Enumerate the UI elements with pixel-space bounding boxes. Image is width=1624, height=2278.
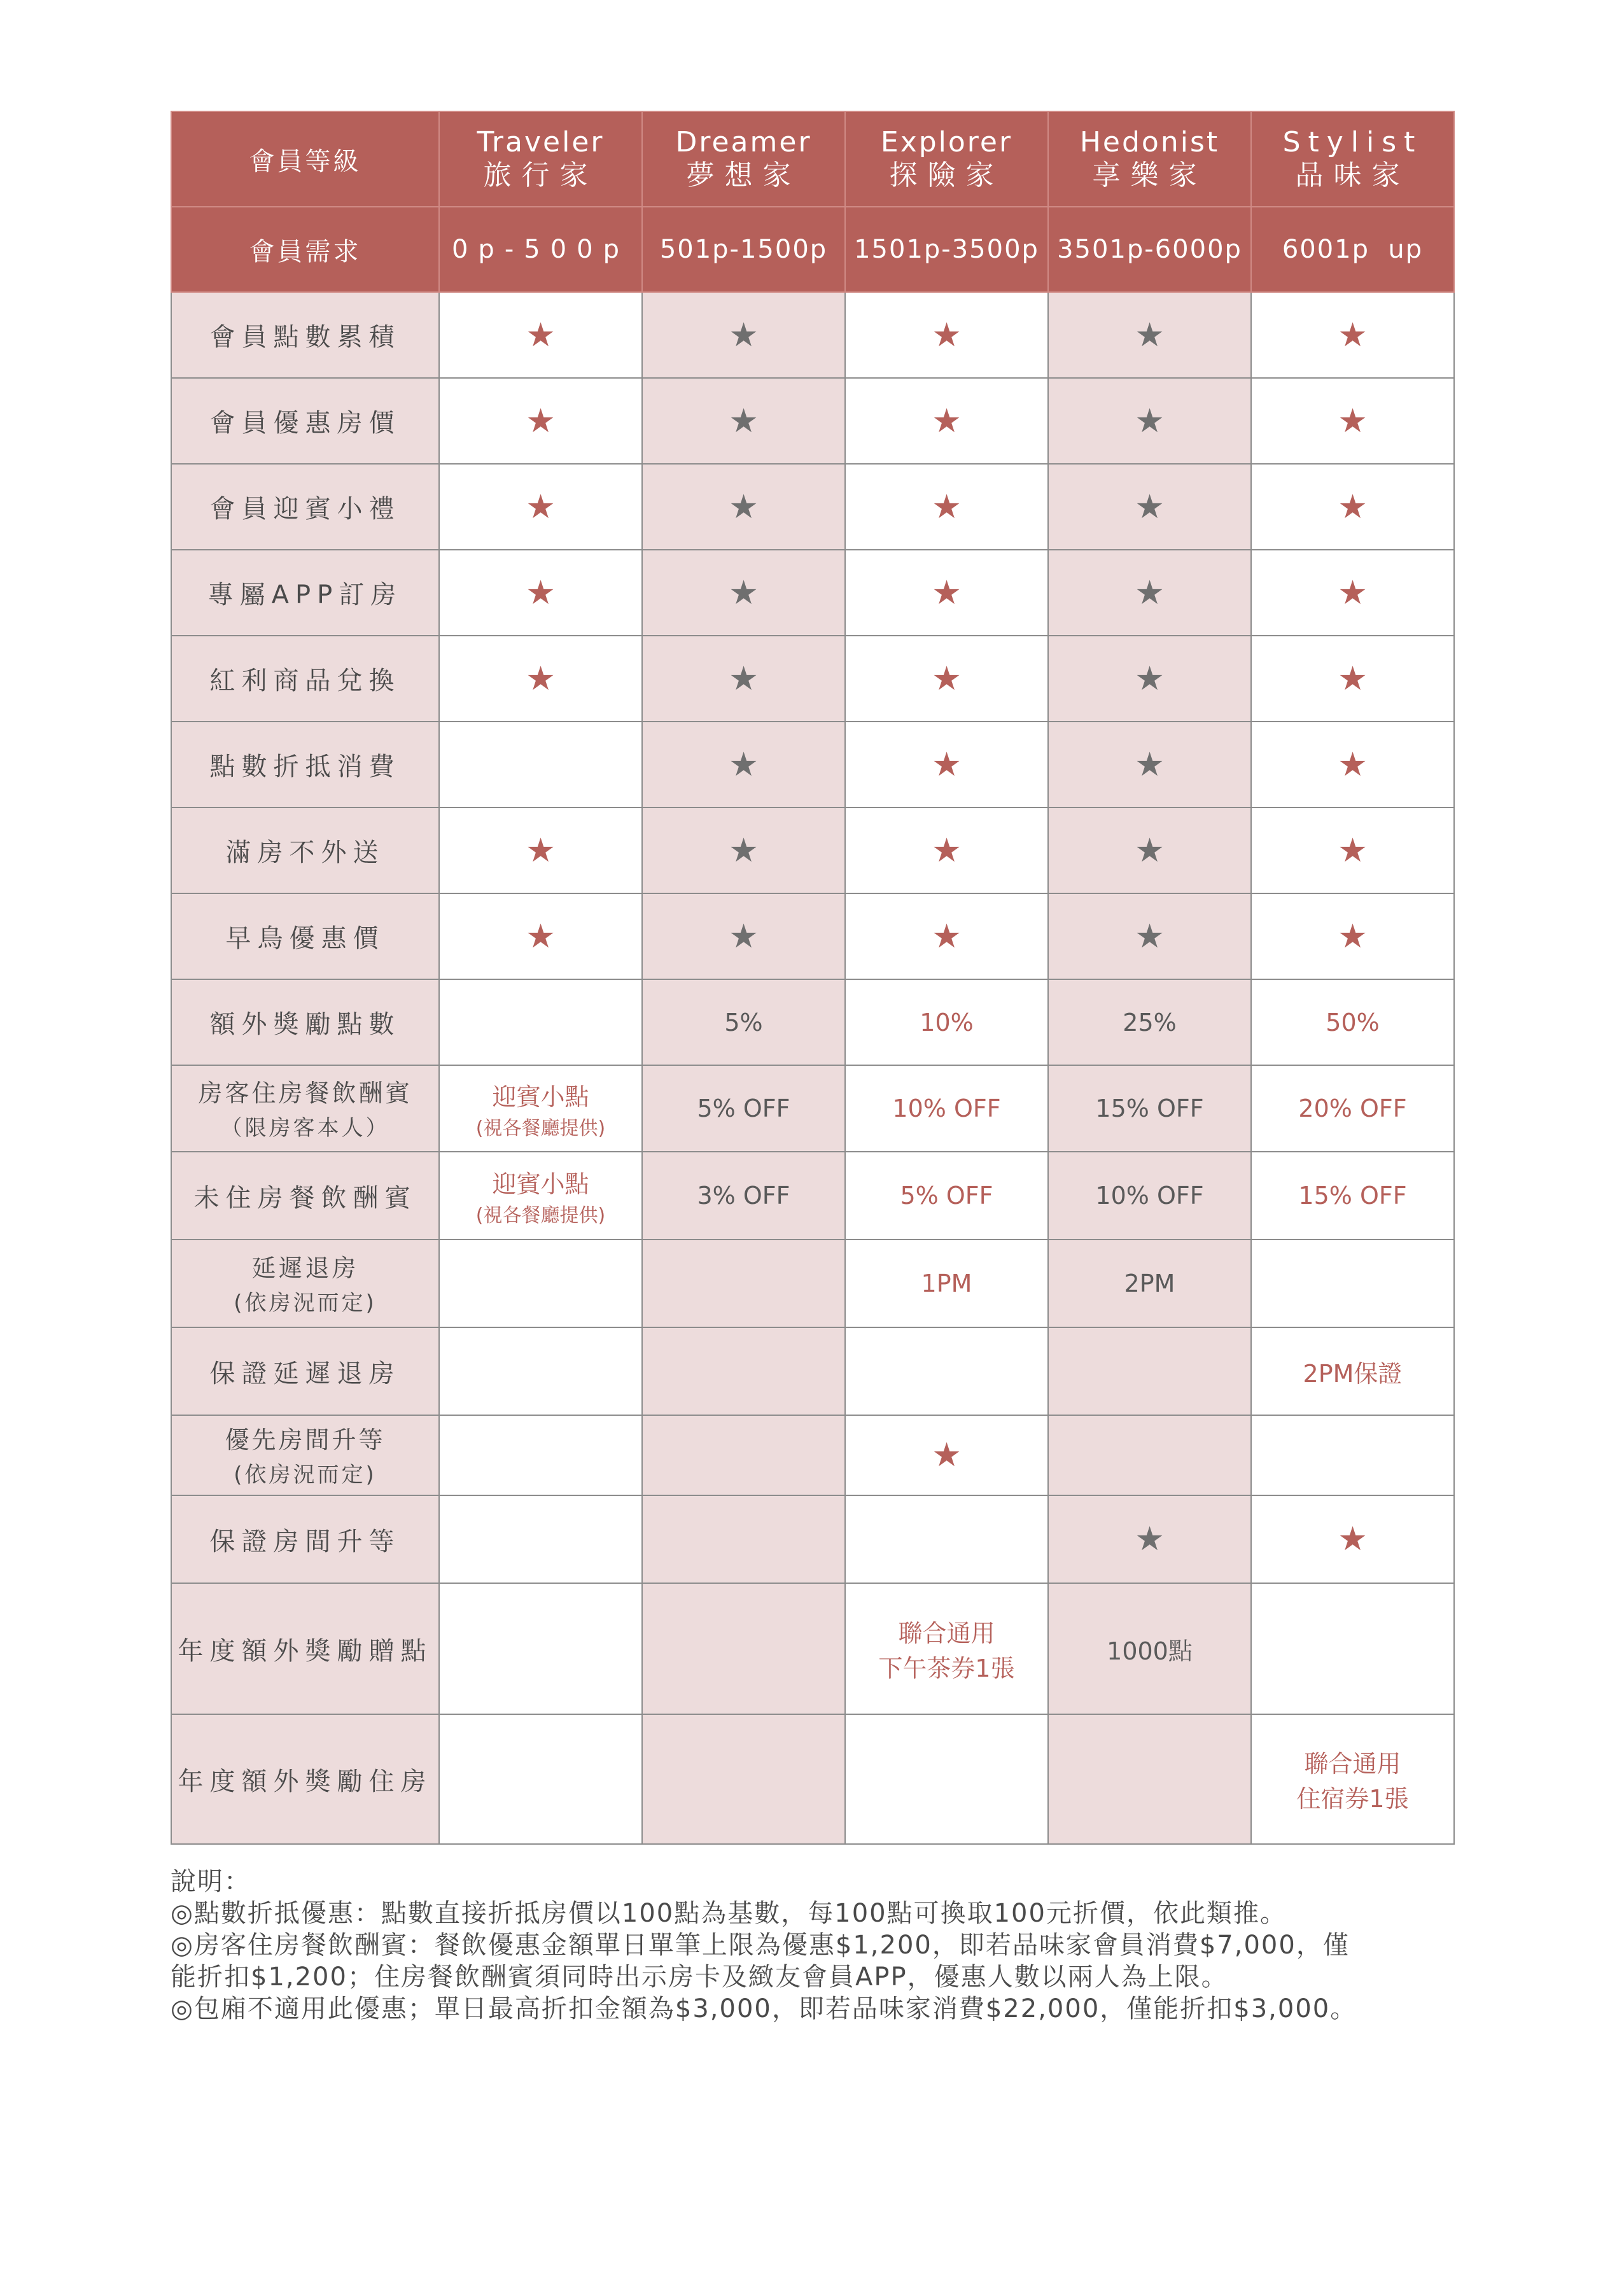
benefit-cell	[439, 893, 642, 979]
benefit-label-cell	[171, 636, 439, 722]
star-icon: ★	[1135, 659, 1165, 698]
benefit-cell	[439, 378, 642, 464]
benefit-value-note: (視各餐廳提供)	[475, 1117, 606, 1140]
benefit-cell	[1251, 550, 1454, 636]
benefit-cell	[642, 1583, 845, 1714]
benefit-row	[171, 1152, 1454, 1240]
benefit-value: 5%	[724, 1008, 763, 1037]
benefit-cell	[845, 893, 1048, 979]
benefit-cell	[642, 1495, 845, 1583]
benefit-row	[171, 1415, 1454, 1495]
benefit-cell	[1251, 1714, 1454, 1844]
star-icon: ★	[1338, 831, 1368, 870]
req-explorer: 1501p-3500p	[845, 207, 1048, 292]
benefit-label-cell	[171, 550, 439, 636]
benefit-cell	[642, 1415, 845, 1495]
benefit-cell	[1251, 1495, 1454, 1583]
benefit-cell	[1048, 378, 1251, 464]
star-icon: ★	[932, 745, 962, 784]
star-icon: ★	[1338, 1520, 1368, 1558]
star-icon: ★	[526, 316, 556, 354]
benefit-label-cell	[171, 1065, 439, 1152]
benefit-cell	[1048, 807, 1251, 893]
benefit-cell	[845, 1065, 1048, 1152]
star-icon: ★	[932, 316, 962, 354]
benefit-label: 房客住房餐飲酬賓	[198, 1079, 412, 1107]
benefit-label: 紅利商品兌換	[209, 666, 401, 695]
benefit-cell	[439, 1583, 642, 1714]
benefit-cell	[1251, 1327, 1454, 1415]
star-icon: ★	[932, 917, 962, 956]
benefit-cell	[1251, 464, 1454, 550]
benefit-row	[171, 893, 1454, 979]
benefit-cell	[1251, 722, 1454, 807]
benefit-label-note: (依房況而定)	[234, 1462, 377, 1488]
star-icon: ★	[1338, 573, 1368, 612]
benefit-cell	[439, 979, 642, 1065]
star-icon: ★	[729, 745, 759, 784]
star-icon: ★	[932, 1436, 962, 1474]
benefit-label: 保證房間升等	[209, 1527, 401, 1556]
benefit-value-note: 下午茶券1張	[878, 1654, 1015, 1682]
notes-line-3: 能折扣$1,200；住房餐飲酬賓須同時出示房卡及緻友會員APP，優惠人數以兩人為上限。	[171, 1962, 1228, 1992]
benefit-cell	[1048, 1327, 1251, 1415]
star-icon: ★	[1338, 487, 1368, 526]
benefit-value: 迎賓小點	[492, 1170, 589, 1198]
benefit-cell	[845, 1327, 1048, 1415]
benefit-cell	[439, 1714, 642, 1844]
benefit-cell	[439, 464, 642, 550]
benefit-value: 1PM	[921, 1269, 972, 1297]
benefit-cell	[439, 1240, 642, 1327]
benefit-label-cell	[171, 464, 439, 550]
benefit-row	[171, 636, 1454, 722]
star-icon: ★	[526, 917, 556, 956]
benefit-cell	[845, 1415, 1048, 1495]
star-icon: ★	[526, 831, 556, 870]
benefit-value: 10% OFF	[892, 1094, 1001, 1122]
benefit-value: 聯合通用	[898, 1619, 995, 1647]
benefit-cell	[845, 292, 1048, 378]
benefit-cell	[1048, 1240, 1251, 1327]
benefit-cell	[1251, 807, 1454, 893]
star-icon: ★	[729, 573, 759, 612]
notes-line-2: ◎房客住房餐飲酬賓：餐飲優惠金額單日單筆上限為優惠$1,200，即若品味家會員消費$7,000，僅	[171, 1931, 1350, 1960]
star-icon: ★	[1135, 487, 1165, 526]
benefit-value: 2PM	[1124, 1269, 1175, 1297]
benefit-row	[171, 722, 1454, 807]
req-label: 會員需求	[171, 207, 439, 292]
benefit-cell	[1048, 1495, 1251, 1583]
benefit-cell	[845, 1495, 1048, 1583]
benefit-label-cell	[171, 807, 439, 893]
benefit-label-cell	[171, 378, 439, 464]
benefit-label-note: （限房客本人）	[220, 1115, 390, 1141]
benefit-cell	[642, 636, 845, 722]
benefit-cell	[1251, 1415, 1454, 1495]
benefit-cell	[642, 378, 845, 464]
star-icon: ★	[729, 487, 759, 526]
benefit-label: 專屬APP訂房	[207, 580, 403, 610]
benefit-row	[171, 1327, 1454, 1415]
star-icon: ★	[932, 659, 962, 698]
benefit-row	[171, 1495, 1454, 1583]
benefit-cell	[845, 979, 1048, 1065]
benefit-cell	[1048, 1152, 1251, 1240]
benefit-row	[171, 1714, 1454, 1844]
star-icon: ★	[729, 917, 759, 956]
benefit-cell	[1048, 292, 1251, 378]
benefit-cell	[439, 1065, 642, 1152]
level-stylist: Stylist 品味家	[1251, 111, 1454, 207]
benefit-label-cell	[171, 292, 439, 378]
star-icon: ★	[1135, 316, 1165, 354]
benefit-cell	[845, 636, 1048, 722]
benefit-value: 20% OFF	[1298, 1094, 1407, 1122]
star-icon: ★	[1338, 659, 1368, 698]
notes-section	[171, 1866, 1456, 2025]
benefit-label-cell	[171, 1495, 439, 1583]
benefit-value: 15% OFF	[1095, 1094, 1204, 1122]
benefit-cell	[1048, 893, 1251, 979]
benefit-value: 25%	[1123, 1008, 1177, 1037]
benefit-label-cell	[171, 1327, 439, 1415]
benefit-value: 50%	[1326, 1008, 1380, 1037]
benefit-cell	[439, 1495, 642, 1583]
star-icon: ★	[729, 831, 759, 870]
req-hedonist: 3501p-6000p	[1048, 207, 1251, 292]
notes-line-4: ◎包廂不適用此優惠；單日最高折扣金額為$3,000，即若品味家消費$22,000，僅能折扣$3,000。	[171, 1994, 1357, 2023]
level-label: 會員等級	[171, 111, 439, 207]
req-stylist: 6001p up	[1251, 207, 1454, 292]
benefit-cell	[439, 636, 642, 722]
benefit-label-cell	[171, 1152, 439, 1240]
benefit-cell	[642, 722, 845, 807]
star-icon: ★	[526, 659, 556, 698]
membership-table	[171, 111, 1455, 1845]
benefit-cell	[642, 1152, 845, 1240]
benefit-label: 年度額外獎勵住房	[178, 1766, 433, 1796]
benefit-row	[171, 292, 1454, 378]
benefit-value: 5% OFF	[900, 1182, 993, 1210]
benefit-label: 未住房餐飲酬賓	[193, 1183, 417, 1213]
level-hedonist: Hedonist 享樂家	[1048, 111, 1251, 207]
benefit-value: 3% OFF	[697, 1182, 790, 1210]
benefit-label-cell	[171, 1240, 439, 1327]
star-icon: ★	[1338, 917, 1368, 956]
benefit-cell	[845, 1240, 1048, 1327]
benefit-cell	[439, 722, 642, 807]
star-icon: ★	[1338, 316, 1368, 354]
benefit-cell	[642, 1065, 845, 1152]
benefit-cell	[642, 807, 845, 893]
star-icon: ★	[932, 402, 962, 440]
benefit-cell	[1048, 1415, 1251, 1495]
benefit-label: 點數折抵消費	[209, 752, 401, 781]
star-icon: ★	[1135, 1520, 1165, 1558]
benefit-cell	[642, 464, 845, 550]
benefit-label-cell	[171, 1415, 439, 1495]
benefit-row	[171, 807, 1454, 893]
benefit-cell	[1251, 378, 1454, 464]
benefit-label: 滿房不外送	[225, 838, 385, 867]
benefit-value: 迎賓小點	[492, 1082, 589, 1111]
level-dreamer: Dreamer 夢想家	[642, 111, 845, 207]
benefit-label-cell	[171, 1714, 439, 1844]
benefit-label: 優先房間升等	[225, 1425, 386, 1454]
benefit-label: 會員優惠房價	[209, 409, 401, 438]
benefit-cell	[845, 722, 1048, 807]
benefit-cell	[845, 550, 1048, 636]
benefit-cell	[845, 464, 1048, 550]
benefit-label: 延遲退房	[251, 1254, 359, 1282]
level-traveler: Traveler 旅行家	[439, 111, 642, 207]
benefit-label-cell	[171, 979, 439, 1065]
notes-title: 說明：	[171, 1867, 251, 1896]
benefit-cell	[642, 893, 845, 979]
benefit-row	[171, 979, 1454, 1065]
benefit-label-cell	[171, 1583, 439, 1714]
benefit-cell	[439, 807, 642, 893]
benefit-row	[171, 1583, 1454, 1714]
header-row-requirements	[171, 207, 1454, 292]
header-row-levels	[171, 111, 1454, 207]
benefit-cell	[1251, 1240, 1454, 1327]
benefit-row	[171, 464, 1454, 550]
benefit-value: 10%	[920, 1008, 974, 1037]
benefit-cell	[439, 1152, 642, 1240]
benefit-row	[171, 550, 1454, 636]
benefit-cell	[1251, 1583, 1454, 1714]
benefit-label-cell	[171, 893, 439, 979]
benefit-cell	[845, 1714, 1048, 1844]
req-traveler: 0p-500p	[439, 207, 642, 292]
star-icon: ★	[1135, 745, 1165, 784]
star-icon: ★	[1135, 917, 1165, 956]
benefit-cell	[439, 1415, 642, 1495]
benefit-cell	[1048, 1065, 1251, 1152]
star-icon: ★	[932, 487, 962, 526]
benefit-value-note: 住宿券1張	[1296, 1785, 1409, 1813]
benefit-cell	[1251, 636, 1454, 722]
benefit-label-cell	[171, 722, 439, 807]
star-icon: ★	[526, 573, 556, 612]
benefit-value: 15% OFF	[1298, 1182, 1407, 1210]
benefit-cell	[439, 1327, 642, 1415]
benefit-cell	[642, 1327, 845, 1415]
benefit-cell	[845, 807, 1048, 893]
benefit-cell	[1251, 292, 1454, 378]
star-icon: ★	[729, 402, 759, 440]
star-icon: ★	[932, 831, 962, 870]
benefit-cell	[1251, 893, 1454, 979]
benefit-cell	[1048, 550, 1251, 636]
level-explorer: Explorer 探險家	[845, 111, 1048, 207]
benefit-value: 5% OFF	[697, 1094, 790, 1122]
benefit-cell	[845, 1583, 1048, 1714]
benefit-cell	[1048, 1583, 1251, 1714]
benefit-value: 2PM保證	[1303, 1359, 1403, 1388]
benefit-label: 年度額外獎勵贈點	[178, 1636, 433, 1666]
star-icon: ★	[932, 573, 962, 612]
star-icon: ★	[1135, 402, 1165, 440]
benefit-label: 會員點數累積	[209, 323, 401, 352]
benefit-cell	[1251, 979, 1454, 1065]
star-icon: ★	[729, 316, 759, 354]
benefit-value-note: (視各餐廳提供)	[475, 1204, 606, 1227]
benefit-cell	[1048, 722, 1251, 807]
benefit-cell	[1251, 1152, 1454, 1240]
star-icon: ★	[1338, 402, 1368, 440]
benefit-value: 1000點	[1107, 1637, 1193, 1665]
benefit-cell	[642, 550, 845, 636]
benefit-cell	[1048, 979, 1251, 1065]
benefit-cell	[642, 1240, 845, 1327]
benefit-label: 早鳥優惠價	[225, 924, 385, 953]
notes-line-1: ◎點數折抵優惠：點數直接折抵房價以100點為基數，每100點可換取100元折價，依此類推。	[171, 1899, 1287, 1928]
benefit-cell	[845, 1152, 1048, 1240]
benefit-row	[171, 1240, 1454, 1327]
benefit-label: 額外獎勵點數	[209, 1010, 401, 1039]
req-dreamer: 501p-1500p	[642, 207, 845, 292]
benefit-cell	[845, 378, 1048, 464]
benefit-cell	[1048, 464, 1251, 550]
benefit-cell	[1048, 636, 1251, 722]
benefit-row	[171, 378, 1454, 464]
benefit-cell	[642, 1714, 845, 1844]
star-icon: ★	[1135, 573, 1165, 612]
benefit-cell	[439, 292, 642, 378]
star-icon: ★	[526, 487, 556, 526]
benefit-cell	[642, 292, 845, 378]
benefit-value: 10% OFF	[1095, 1182, 1204, 1210]
benefit-row	[171, 1065, 1454, 1152]
benefit-value: 聯合通用	[1304, 1750, 1401, 1778]
benefit-label: 會員迎賓小禮	[209, 494, 401, 524]
star-icon: ★	[1338, 745, 1368, 784]
star-icon: ★	[526, 402, 556, 440]
star-icon: ★	[1135, 831, 1165, 870]
benefit-cell	[1251, 1065, 1454, 1152]
benefit-cell	[642, 979, 845, 1065]
benefit-label: 保證延遲退房	[209, 1359, 401, 1388]
benefit-label-note: (依房況而定)	[234, 1290, 377, 1316]
benefit-cell	[439, 550, 642, 636]
benefit-cell	[1048, 1714, 1251, 1844]
star-icon: ★	[729, 659, 759, 698]
